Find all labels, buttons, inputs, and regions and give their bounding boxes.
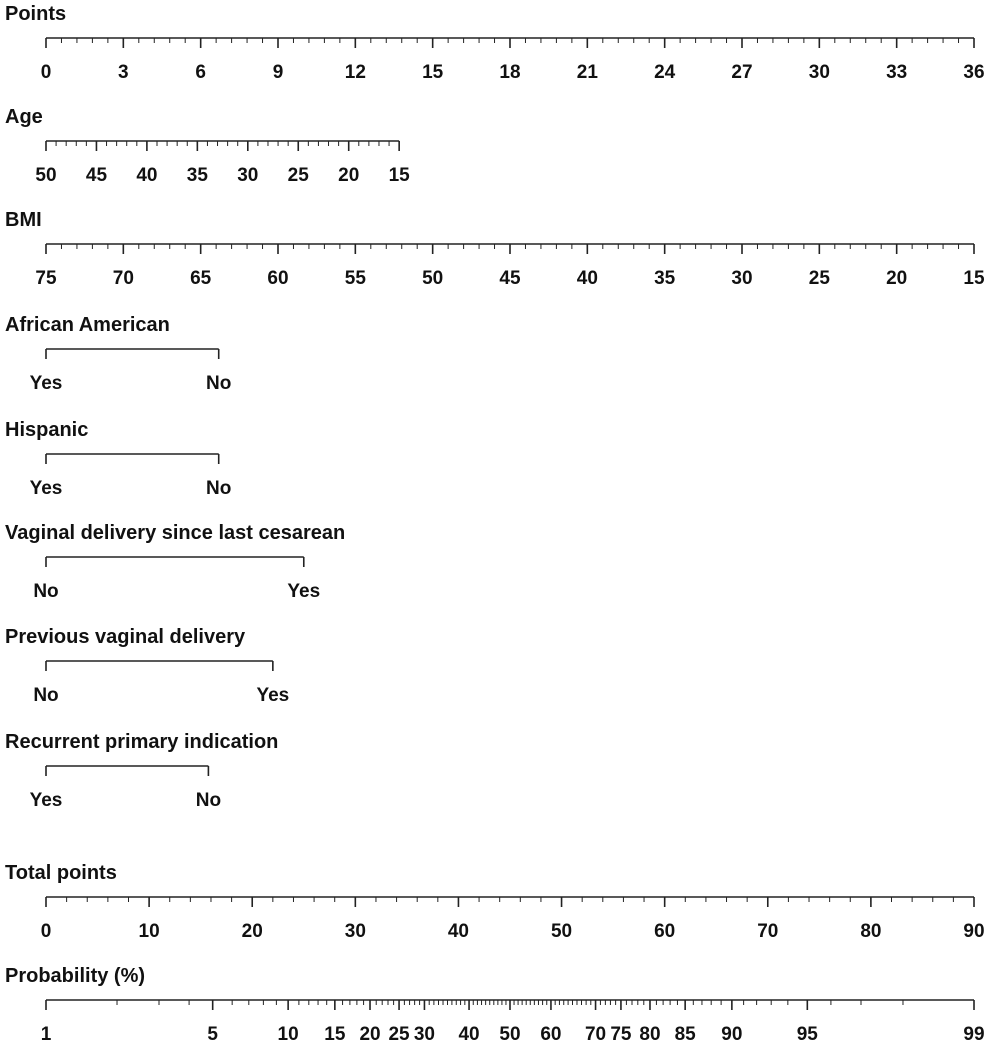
bmi-tick-label: 20 bbox=[886, 268, 908, 289]
bmi-tick-label: 75 bbox=[35, 268, 57, 289]
points-tick-label: 18 bbox=[499, 62, 521, 83]
african_american-level-label: No bbox=[206, 373, 232, 394]
bmi-tick-label: 65 bbox=[190, 268, 212, 289]
recurrent_primary_indication-level-label: No bbox=[195, 790, 222, 811]
points-tick-label: 30 bbox=[808, 62, 830, 83]
bmi-tick-label: 35 bbox=[654, 268, 676, 289]
previous_vaginal_delivery-label: Previous vaginal delivery bbox=[5, 626, 246, 648]
probability-tick-label: 99 bbox=[963, 1024, 985, 1045]
probability-tick-label: 25 bbox=[388, 1024, 410, 1045]
points-tick-label: 3 bbox=[118, 62, 129, 83]
age-label: Age bbox=[5, 106, 43, 128]
vaginal_delivery_since_last_cesarean-level-label: Yes bbox=[287, 581, 321, 602]
probability-tick-label: 40 bbox=[458, 1024, 480, 1045]
bmi-tick-label: 40 bbox=[576, 268, 598, 289]
probability-tick-label: 5 bbox=[207, 1024, 218, 1045]
bmi-tick-label: 15 bbox=[963, 268, 985, 289]
points-tick-label: 15 bbox=[422, 62, 444, 83]
age-tick-label: 30 bbox=[237, 165, 259, 186]
vaginal_delivery_since_last_cesarean-label: Vaginal delivery since last cesarean bbox=[5, 522, 346, 544]
probability-tick-label: 95 bbox=[796, 1024, 818, 1045]
probability-tick-label: 50 bbox=[499, 1024, 521, 1045]
total_points-tick-label: 70 bbox=[757, 921, 779, 942]
points-label: Points bbox=[5, 3, 67, 25]
total_points-tick-label: 0 bbox=[40, 921, 52, 942]
total_points-tick-label: 10 bbox=[138, 921, 160, 942]
vaginal_delivery_since_last_cesarean-level-label: No bbox=[33, 581, 59, 602]
probability-tick-label: 90 bbox=[721, 1024, 743, 1045]
total_points-tick-label: 20 bbox=[241, 921, 263, 942]
probability-tick-label: 85 bbox=[674, 1024, 696, 1045]
points-tick-label: 27 bbox=[731, 62, 753, 83]
bmi-tick-label: 70 bbox=[112, 268, 134, 289]
probability-tick-label: 80 bbox=[639, 1024, 661, 1045]
bmi-tick-label: 60 bbox=[267, 268, 289, 289]
bmi-tick-label: 25 bbox=[808, 268, 830, 289]
points-tick-label: 12 bbox=[344, 62, 366, 83]
points-tick-label: 0 bbox=[40, 62, 52, 83]
bmi-tick-label: 50 bbox=[422, 268, 444, 289]
probability-tick-label: 15 bbox=[324, 1024, 346, 1045]
points-tick-label: 36 bbox=[963, 62, 985, 83]
hispanic-label: Hispanic bbox=[5, 419, 89, 441]
total_points-tick-label: 60 bbox=[654, 921, 676, 942]
points-tick-label: 33 bbox=[886, 62, 908, 83]
probability-tick-label: 75 bbox=[610, 1024, 632, 1045]
previous_vaginal_delivery-level-label: No bbox=[33, 685, 59, 706]
age-tick-label: 40 bbox=[136, 165, 158, 186]
recurrent_primary_indication-level-label: Yes bbox=[29, 790, 63, 811]
age-tick-label: 35 bbox=[186, 165, 208, 186]
points-tick-label: 24 bbox=[654, 62, 676, 83]
previous_vaginal_delivery-level-label: Yes bbox=[256, 685, 290, 706]
age-tick-label: 25 bbox=[287, 165, 309, 186]
probability-tick-label: 1 bbox=[40, 1024, 52, 1045]
african_american-level-label: Yes bbox=[29, 373, 63, 394]
total_points-tick-label: 30 bbox=[344, 921, 366, 942]
probability-tick-label: 10 bbox=[277, 1024, 299, 1045]
age-tick-label: 45 bbox=[85, 165, 108, 186]
bmi-tick-label: 30 bbox=[731, 268, 753, 289]
bmi-label: BMI bbox=[5, 209, 42, 231]
total_points-tick-label: 80 bbox=[860, 921, 882, 942]
total_points-tick-label: 40 bbox=[447, 921, 470, 942]
points-tick-label: 9 bbox=[272, 62, 284, 83]
points-tick-label: 6 bbox=[195, 62, 206, 83]
points-tick-label: 21 bbox=[576, 62, 598, 83]
probability-tick-label: 60 bbox=[540, 1024, 562, 1045]
probability-label: Probability (%) bbox=[5, 965, 146, 987]
age-tick-label: 20 bbox=[338, 165, 360, 186]
recurrent_primary_indication-label: Recurrent primary indication bbox=[5, 731, 279, 753]
probability-tick-label: 70 bbox=[584, 1024, 607, 1045]
total_points-tick-label: 90 bbox=[963, 921, 985, 942]
african_american-label: African American bbox=[5, 314, 170, 336]
total_points-label: Total points bbox=[5, 862, 117, 884]
bmi-tick-label: 55 bbox=[344, 268, 366, 289]
age-tick-label: 50 bbox=[35, 165, 57, 186]
age-tick-label: 15 bbox=[388, 165, 410, 186]
probability-tick-label: 20 bbox=[359, 1024, 381, 1045]
bmi-tick-label: 45 bbox=[499, 268, 521, 289]
probability-tick-label: 30 bbox=[413, 1024, 436, 1045]
total_points-tick-label: 50 bbox=[550, 921, 573, 942]
hispanic-level-label: Yes bbox=[29, 478, 63, 499]
hispanic-level-label: No bbox=[206, 478, 232, 499]
